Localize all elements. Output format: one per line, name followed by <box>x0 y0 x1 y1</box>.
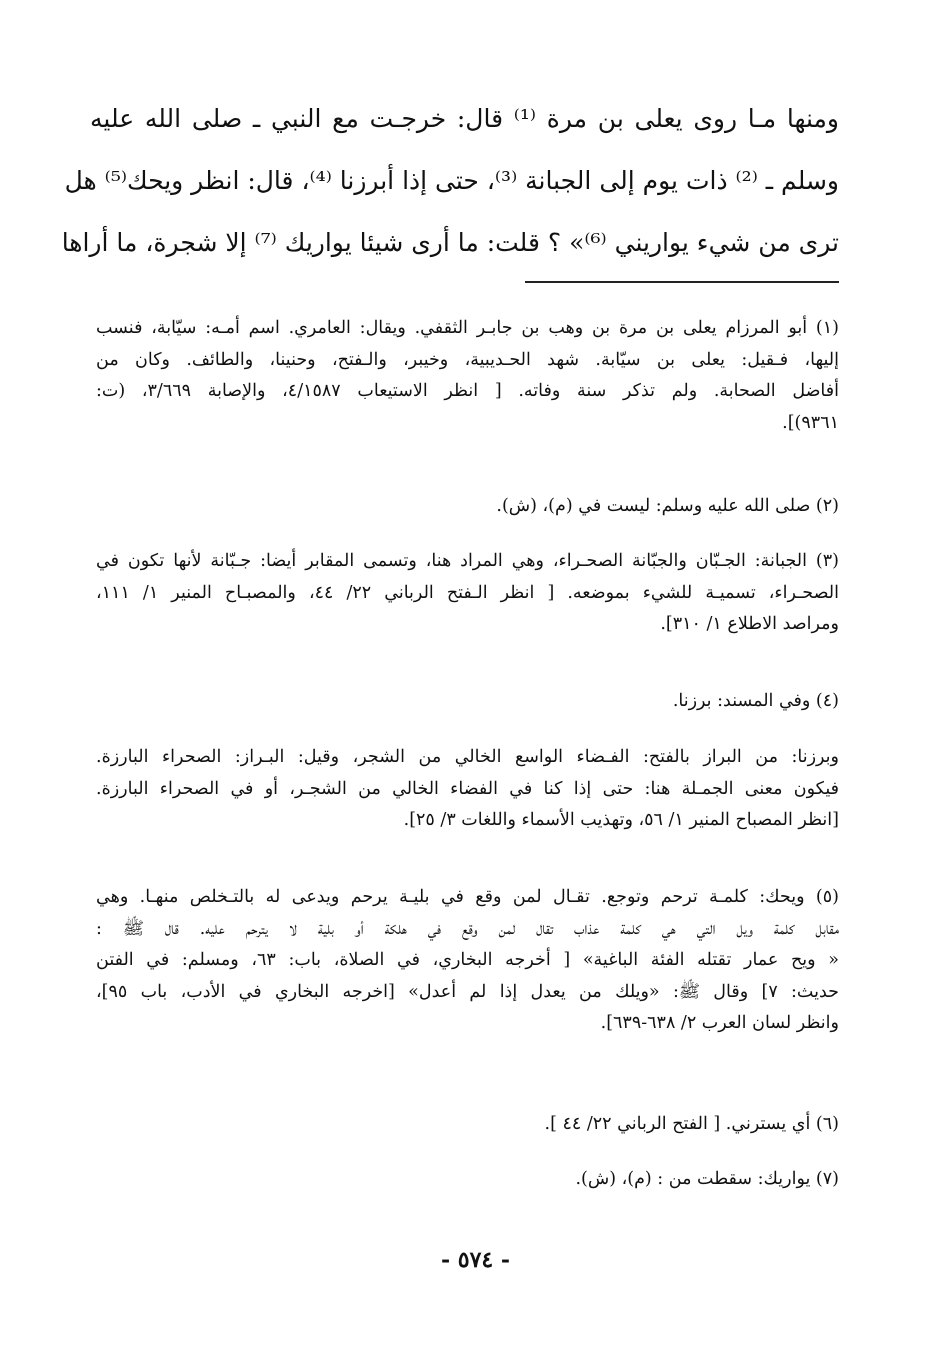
footnote-line: ٩٣٦١)]. <box>782 412 839 433</box>
footnote-line: (٦) أي يسترني. [ الفتح الرباني ٢٢/ ٤٤ ]. <box>544 1114 839 1134</box>
footnote-3 <box>96 546 839 641</box>
footnote-line: (٧) يواريك: سقطت من : (م)، (ش). <box>575 1169 839 1189</box>
footnote-2 <box>96 491 839 523</box>
footnote-line: فيكون معنى الجمـلة هنا: حتى إذا كنا في الفضاء الخالي من الشجـر، أو في الصحراء البارزة. <box>96 778 839 799</box>
main-text-line: ترى من شيء يواريني ⁽⁶⁾» ؟ قلت: ما أرى شيئا يواريك ⁽⁷⁾ إلا شجرة، ما أراها <box>61 228 839 257</box>
page-number: - ٥٧٤ - <box>440 1247 511 1273</box>
main-text-line: ومنها مـا روى يعلى بن مرة ⁽¹⁾ قال: خرجـت مع النبي ـ صلى الله عليه <box>90 104 839 133</box>
footnote-line: أفاضل الصحابة. ولم تذكر سنة وفاته. [ انظر الاستيعاب ٤/١٥٨٧، والإصابة ٣/٦٦٩، (ت: <box>96 381 839 401</box>
footnote-6 <box>96 1109 839 1141</box>
footnote-4-explanation <box>96 742 839 837</box>
footnote-7 <box>96 1164 839 1196</box>
footnote-5 <box>96 882 839 1040</box>
footnote-line: (٥) ويحك: كلمـة ترحم وتوجع. تقـال لمن وقع في بليـة يرحم ويدعى له بالتـخلص منهـا. وهي <box>96 887 839 907</box>
main-text-line: وسلم ـ ⁽²⁾ ذات يوم إلى الجبانة ⁽³⁾، حتى إذا أبرزنا ⁽⁴⁾، قال: انظر ويحك⁽⁵⁾ هل <box>64 166 839 195</box>
footnote-line: وانظر لسان العرب ٢/ ٦٣٨-٦٣٩]. <box>600 1013 839 1033</box>
footnote-line: حديث: ٧] وقال ﷺ: «ويلك من يعدل إذا لم أعدل» [اخرجه البخاري في الأدب، باب ٩٥]، <box>96 981 839 1002</box>
footnote-line: « ويح عمار تقتله الفئة الباغية» [ أخرجه البخاري، في الصلاة، باب: ٦٣، ومسلم: في الفتن <box>96 950 839 970</box>
footnote-line: (٤) وفي المسند: برزنا. <box>672 691 839 711</box>
footnote-divider <box>525 281 839 283</box>
footnote-line: مقابل كلمة ويل التي هي كلمة عذاب تقال لمن وقع في هلكة أو بلية لا يترحم عليه. قال ﷺ : <box>96 918 839 939</box>
footnote-line: (٣) الجبانة: الجـبّان والجبّانة الصحـراء، وهي المراد هنا، وتسمى المقابر أيضا: جـبّانة لأنها تكون في <box>96 551 839 571</box>
footnote-4 <box>96 686 839 718</box>
footnote-1 <box>96 313 839 439</box>
footnote-line: ومراصد الاطلاع ١/ ٣١٠]. <box>660 614 839 634</box>
footnote-line: الصحـراء، تسميـة للشيء بموضعه. [ انظر الـفتح الرباني ٢٢/ ٤٤، والمصبـاح المنير ١/ ١١١، <box>96 582 839 603</box>
footnote-line: وبرزنا: من البراز بالفتح: الفـضاء الواسع الخالي من الشجر، وقيل: البـراز: الصحراء البارزة. <box>96 747 839 767</box>
footnote-line: (٢) صلى الله عليه وسلم: ليست في (م)، (ش). <box>496 496 839 516</box>
footnote-line: [انظر المصباح المنير ١/ ٥٦، وتهذيب الأسماء واللغات ٣/ ٢٥]. <box>403 810 839 830</box>
footnote-line: (١) أبو المرزام يعلى بن مرة بن وهب بن جابـر الثقفي. ويقال: العامري. اسم أمـه: سيّابة، فنسب <box>96 318 839 338</box>
main-text <box>61 88 839 274</box>
footnote-line: إليها، فـقيل: يعلى بن سيّابة. شهد الحـديبية، وخيبر، والـفتح، وحنينا، والطائف. وكان من <box>96 349 839 370</box>
